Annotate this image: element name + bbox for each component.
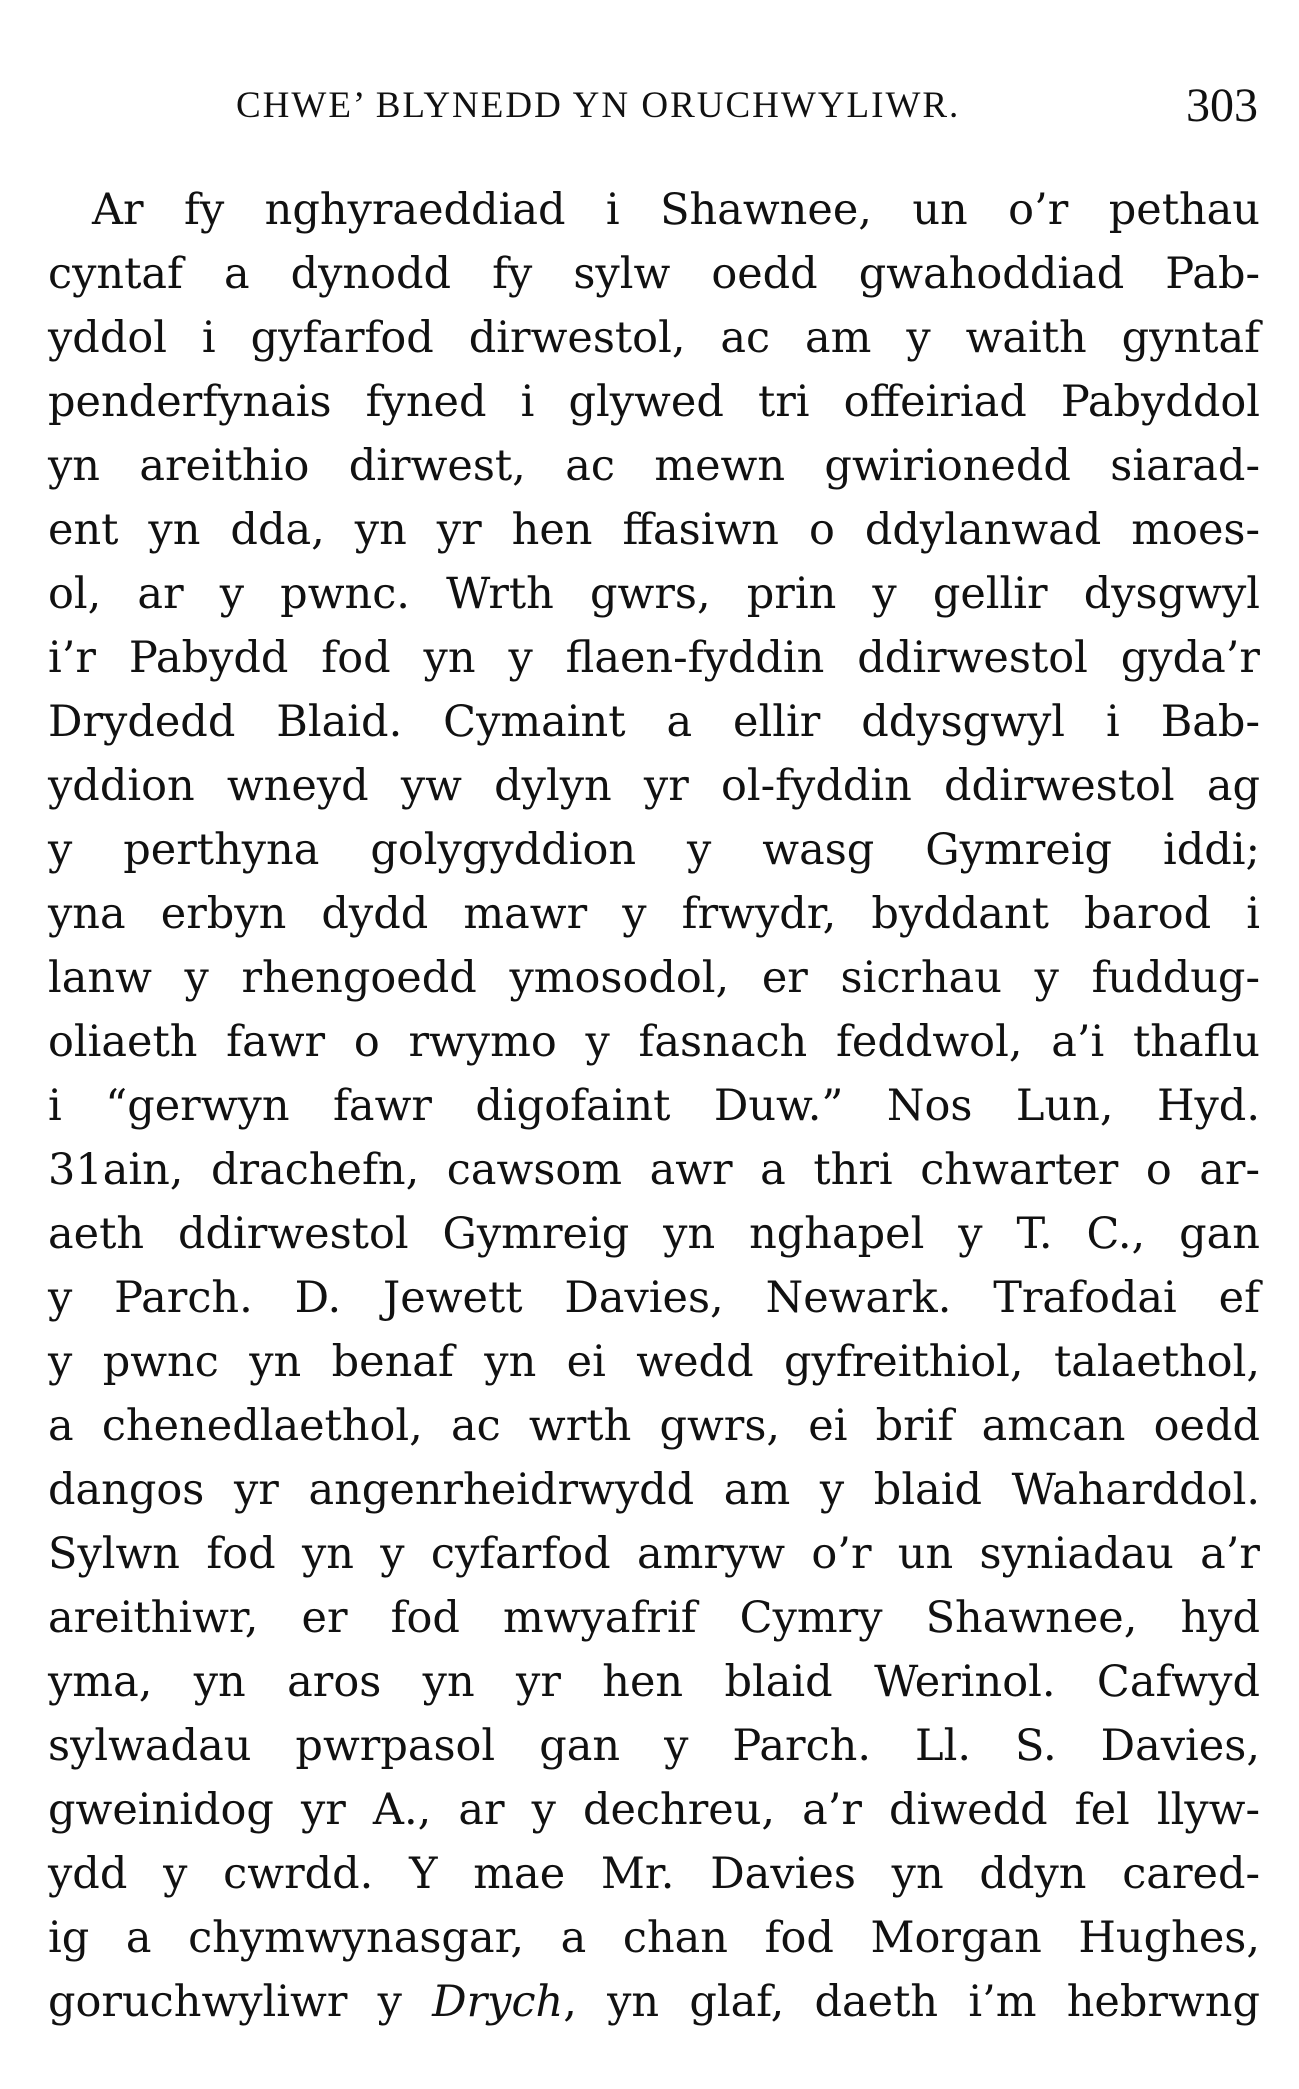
text-line: yma, yn aros yn yr hen blaid Werinol. Cafwyd [48,1657,1260,1707]
text-line: yn areithio dirwest, ac mewn gwirionedd siarad- [48,441,1260,491]
text-run: goruchwyliwr y [48,1977,433,2027]
text-line: y Parch. D. Jewett Davies, Newark. Trafodai ef [48,1273,1260,1323]
page-number: 303 [1186,79,1258,132]
text-line: Sylwn fod yn y cyfarfod amryw o’r un syniadau a’r [48,1529,1260,1579]
text-line: yddion wneyd yw dylyn yr ol-fyddin ddirwestol ag [48,761,1260,811]
text-line: aeth ddirwestol Gymreig yn nghapel y T. C., gan [48,1209,1260,1259]
page-header [48,76,1258,136]
text-line: i “gerwyn fawr digofaint Duw.” Nos Lun, Hyd. [48,1081,1260,1131]
text-line: a chenedlaethol, ac wrth gwrs, ei brif amcan oedd [48,1401,1260,1451]
text-line: ent yn dda, yn yr hen ffasiwn o ddylanwad moes- [48,505,1260,555]
text-line: ydd y cwrdd. Y mae Mr. Davies yn ddyn cared- [48,1849,1260,1899]
text-line: y pwnc yn benaf yn ei wedd gyfreithiol, talaethol, [48,1337,1260,1387]
text-line: ig a chymwynasgar, a chan fod Morgan Hughes, [48,1913,1260,1963]
text-line: yddol i gyfarfod dirwestol, ac am y waith gyntaf [48,313,1260,363]
text-line: yna erbyn dydd mawr y frwydr, byddant barod i [48,889,1260,939]
text-line: sylwadau pwrpasol gan y Parch. Ll. S. Davies, [48,1721,1260,1771]
italic-title: Drych [432,1977,564,2027]
text-line: dangos yr angenrheidrwydd am y blaid Waharddol. [48,1465,1260,1515]
text-line: Ar fy nghyraeddiad i Shawnee, un o’r pethau [92,185,1260,235]
text-line: cyntaf a dynodd fy sylw oedd gwahoddiad Pab- [48,249,1260,299]
text-line: 31ain, drachefn, cawsom awr a thri chwarter o ar- [48,1145,1260,1195]
running-head: CHWE’ BLYNEDD YN ORUCHWYLIWR. [236,85,961,126]
text-line: oliaeth fawr o rwymo y fasnach feddwol, a’i thaflu [48,1017,1260,1067]
text-line: i’r Pabydd fod yn y flaen-fyddin ddirwestol gyda’r [48,633,1260,683]
text-line: gweinidog yr A., ar y dechreu, a’r diwedd fel llyw- [48,1785,1260,1835]
text-line: penderfynais fyned i glywed tri offeiriad Pabyddol [48,377,1260,427]
text-line: Drydedd Blaid. Cymaint a ellir ddysgwyl i Bab- [48,697,1260,747]
text-line: y perthyna golygyddion y wasg Gymreig iddi; [48,825,1260,875]
text-line: lanw y rhengoedd ymosodol, er sicrhau y fuddug- [48,953,1260,1003]
body-text [48,178,1260,2034]
text-line: ol, ar y pwnc. Wrth gwrs, prin y gellir dysgwyl [48,569,1260,619]
text-run: , yn glaf, daeth i’m hebrwng [563,1977,1260,2027]
text-line: areithiwr, er fod mwyafrif Cymry Shawnee, hyd [48,1593,1260,1643]
text-line-last [48,1970,1260,2034]
